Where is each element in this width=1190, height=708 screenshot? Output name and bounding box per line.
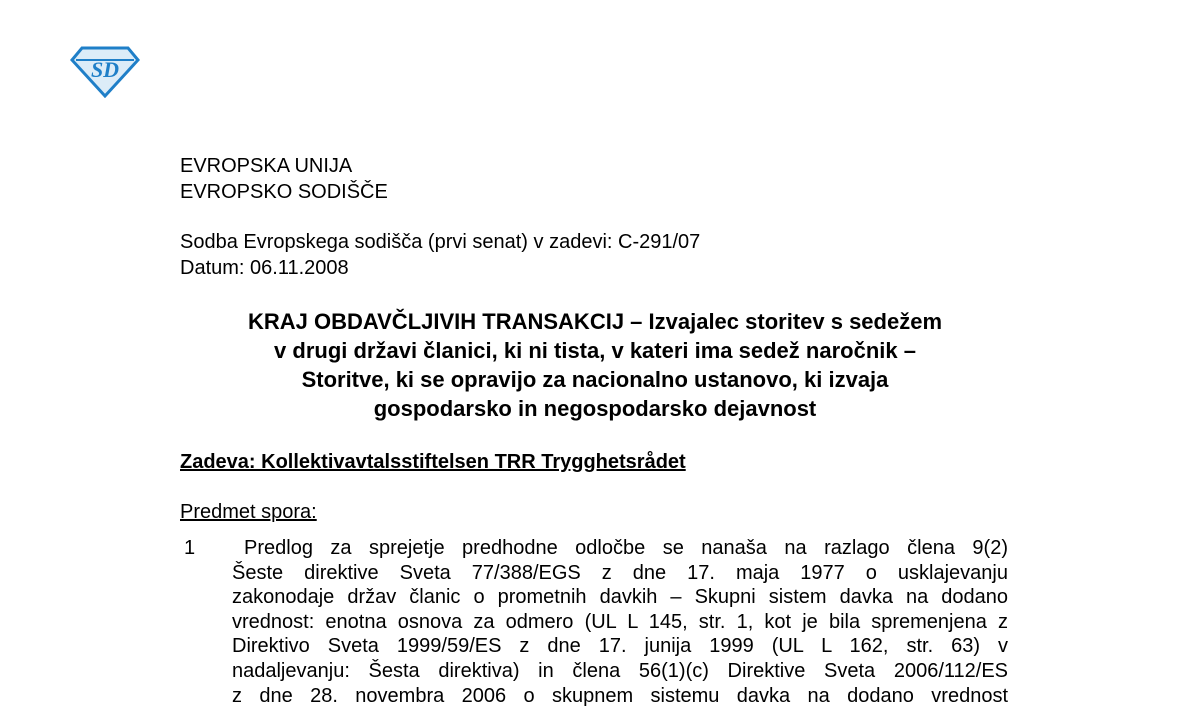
paragraph-line: z dne 28. novembra 2006 o skupnem sistemu davka na dodano vrednost <box>232 684 1008 707</box>
sd-logo-icon <box>70 44 140 98</box>
document-header <box>180 153 388 205</box>
section-heading: Predmet spora: <box>180 501 317 523</box>
case-subject: Zadeva: Kollektivavtalsstiftelsen TRR Trygghetsrådet <box>180 451 686 473</box>
paragraph-line: nadaljevanju: Šesta direktiva) in člena 56(1)(c) Direktive Sveta 2006/112/ES <box>232 659 1008 682</box>
case-info <box>180 229 700 281</box>
header-union: EVROPSKA UNIJA <box>180 155 353 177</box>
title-line: v drugi državi članici, ki ni tista, v kateri ima sedež naročnik – <box>274 338 916 363</box>
paragraph-line: vrednost: enotna osnova za odmero (UL L 145, str. 1, kot je bila spremenjena z <box>232 610 1008 633</box>
paragraph-line: Predlog za sprejetje predhodne odločbe se nanaša na razlago člena 9(2) <box>244 537 1008 559</box>
title-line: KRAJ OBDAVČLJIVIH TRANSAKCIJ – Izvajalec storitev s sedežem <box>247 309 943 334</box>
case-judgment: Sodba Evropskega sodišča (prvi senat) v zadevi: C-291/07 <box>180 231 701 253</box>
document-title <box>180 307 1010 423</box>
title-line: gospodarsko in negospodarsko dejavnost <box>373 396 817 421</box>
paragraph-line: Šeste direktive Sveta 77/388/EGS z dne 17. maja 1977 o usklajevanju <box>232 561 1008 584</box>
paragraph-text <box>232 536 1008 708</box>
header-court: EVROPSKO SODIŠČE <box>180 181 388 203</box>
paragraph-number: 1 <box>184 537 196 559</box>
paragraph-line: Direktivo Sveta 1999/59/ES z dne 17. junija 1999 (UL L 162, str. 63) v <box>232 635 1008 658</box>
case-date: Datum: 06.11.2008 <box>180 257 349 279</box>
paragraph-line: zakonodaje držav članic o prometnih davkih – Skupni sistem davka na dodano <box>232 586 1008 609</box>
title-line: Storitve, ki se opravijo za nacionalno ustanovo, ki izvaja <box>301 367 889 392</box>
logo-text: SD <box>90 57 120 82</box>
